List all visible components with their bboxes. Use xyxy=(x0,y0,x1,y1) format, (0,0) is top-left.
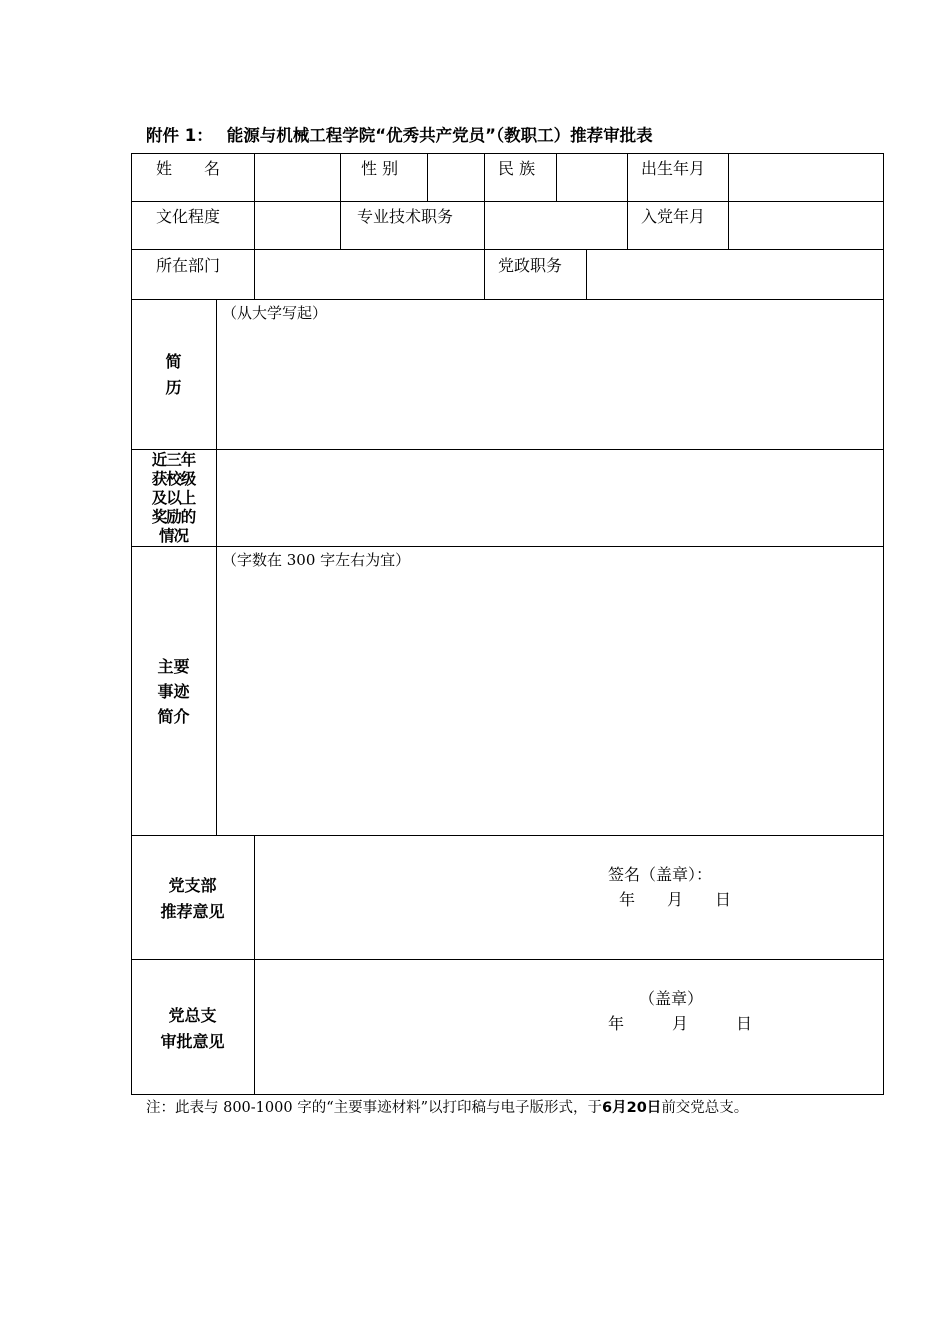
ethnicity-label: 民 族 xyxy=(498,159,536,178)
branch-recommendation-field[interactable] xyxy=(255,836,883,959)
awards-field[interactable] xyxy=(217,450,883,546)
department-label: 所在部门 xyxy=(156,256,221,275)
party-join-date-field[interactable] xyxy=(729,202,883,249)
party-position-field[interactable] xyxy=(587,250,883,299)
department-field[interactable] xyxy=(255,250,484,299)
education-label: 文化程度 xyxy=(156,207,221,226)
form-title xyxy=(146,122,653,146)
birth-date-field[interactable] xyxy=(729,154,883,201)
awards-label: 近三年 获校级 及以上 奖励的 情况 xyxy=(151,451,196,545)
party-position-label: 党政职务 xyxy=(498,256,563,275)
resume-hint: （从大学写起） xyxy=(222,304,328,322)
education-field[interactable] xyxy=(255,202,340,249)
general-branch-approval-label: 党总支 审批意见 xyxy=(160,1006,225,1051)
form-footnote: 注：此表与 800-1000 字的“主要事迹材料”以打印稿与电子版形式，于6月20日前交党总支。 xyxy=(146,1100,749,1116)
resume-label: 简 历 xyxy=(165,352,182,397)
gender-label: 性 别 xyxy=(361,159,399,178)
main-deeds-hint: （字数在 300 字左右为宜） xyxy=(222,551,411,569)
main-deeds-label: 主要 事迹 简介 xyxy=(157,657,190,726)
name-label: 姓 名 xyxy=(156,159,221,178)
branch-signature-line: 签名（盖章）： xyxy=(608,865,713,884)
resume-field[interactable] xyxy=(217,325,883,449)
professional-title-label: 专业技术职务 xyxy=(357,207,454,226)
general-branch-date-line: 年 月 日 xyxy=(608,1014,753,1033)
general-branch-approval-field[interactable] xyxy=(255,960,883,1094)
branch-date-line: 年 月 日 xyxy=(619,890,732,909)
party-join-date-label: 入党年月 xyxy=(641,207,706,226)
main-deeds-field[interactable] xyxy=(217,572,883,835)
ethnicity-field[interactable] xyxy=(557,154,627,201)
general-branch-seal-line: （盖章） xyxy=(639,989,704,1008)
birth-date-label: 出生年月 xyxy=(641,159,706,178)
attachment-label: 附件 1： xyxy=(146,126,213,145)
form-title-text: 能源与机械工程学院“优秀共产党员”（教职工）推荐审批表 xyxy=(226,126,653,145)
branch-recommendation-label: 党支部 推荐意见 xyxy=(160,876,225,921)
deadline-date: 6月20日 xyxy=(602,1100,662,1116)
name-field[interactable] xyxy=(255,154,340,201)
gender-field[interactable] xyxy=(428,154,484,201)
professional-title-field[interactable] xyxy=(485,202,627,249)
